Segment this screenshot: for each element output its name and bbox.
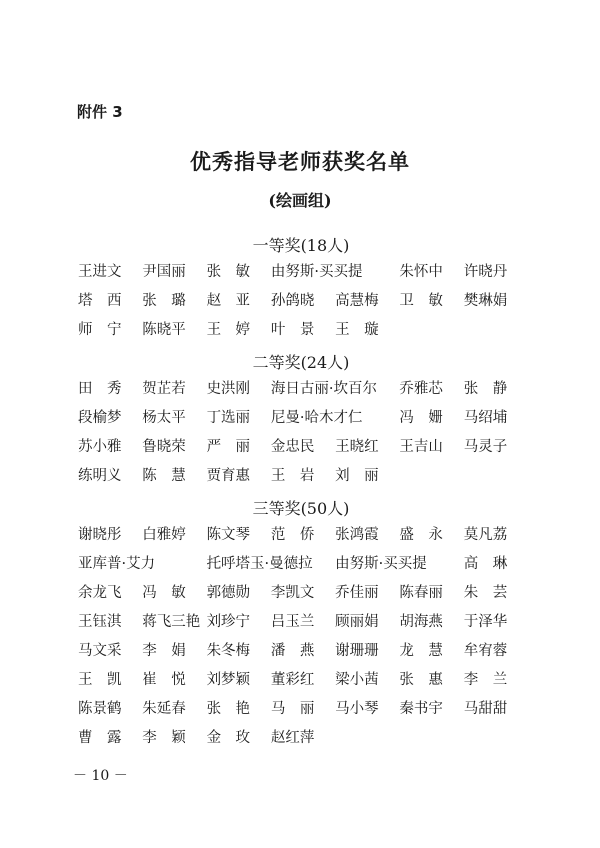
name-item: 谢晓彤 [78,527,122,543]
name-item: 练明义 [78,468,122,484]
name-item: 范 侨 [270,527,315,543]
name-item: 吕玉兰 [270,614,315,630]
name-item: 鲁晓荣 [142,439,186,455]
name-item: 马绍埔 [463,410,508,426]
name-item: 张 敏 [206,264,251,280]
name-item: 王 凯 [78,672,122,688]
name-item: 由努斯·买买提 [270,264,363,280]
section-third-prize [78,497,524,753]
name-item: 樊琳娟 [463,293,508,309]
name-item: 尹国丽 [142,264,186,280]
name-item: 陈 慧 [142,468,186,484]
section-second-prize [78,351,524,491]
name-item: 王 岩 [270,468,315,484]
name-item: 蒋飞三艳 [142,614,201,630]
name-item: 王 璇 [335,322,379,338]
page-title: 优秀指导老师获奖名单 [190,149,410,174]
name-item: 王 婷 [206,322,251,338]
name-item: 陈晓平 [142,322,186,338]
name-item: 朱怀中 [399,264,443,280]
name-item: 严 丽 [206,439,251,455]
name-item: 张鸿霞 [335,527,379,543]
name-item: 张 静 [463,381,508,397]
name-item: 冯 姗 [399,410,443,426]
name-item: 苏小雅 [78,439,122,455]
attachment-label: 附件 3 [77,103,123,121]
section-title: 二等奖(24人) [252,353,350,372]
name-item: 丁选丽 [206,410,251,426]
name-item: 马灵子 [463,439,508,455]
name-item: 贾育惠 [206,468,251,484]
name-item: 海日古丽·坎百尔 [270,381,377,397]
name-item: 史洪刚 [206,381,251,397]
name-item: 金 玫 [206,730,251,746]
name-item: 冯 敏 [142,585,186,601]
name-grid [78,375,524,491]
name-item: 朱 芸 [463,585,508,601]
name-item: 马 丽 [270,701,315,717]
name-item: 乔佳丽 [335,585,379,601]
name-item: 尼曼·哈木才仁 [270,410,363,426]
name-item: 陈春丽 [399,585,443,601]
name-item: 马文采 [78,643,122,659]
name-item: 莫凡荔 [463,527,508,543]
name-item: 卫 敏 [399,293,443,309]
name-item: 赵 亚 [206,293,251,309]
name-item: 盛 永 [399,527,443,543]
name-item: 亚库普·艾力 [78,556,156,572]
name-item: 刘珍宁 [206,614,251,630]
name-item: 白雅婷 [142,527,186,543]
section-first-prize [78,234,524,345]
name-item: 郭德勋 [206,585,251,601]
name-item: 张 璐 [142,293,186,309]
name-item: 马甜甜 [463,701,508,717]
name-item: 牟宥蓉 [463,643,508,659]
name-item: 朱延春 [142,701,186,717]
name-item: 李 颖 [142,730,186,746]
name-item: 许晓丹 [463,264,508,280]
name-item: 朱冬梅 [206,643,251,659]
name-item: 托呼塔玉·曼德拉 [206,556,313,572]
name-item: 金忠民 [270,439,315,455]
name-item: 王进文 [78,264,122,280]
name-item: 于泽华 [463,614,508,630]
name-item: 马小琴 [335,701,379,717]
name-item: 刘梦颖 [206,672,251,688]
name-item: 塔 西 [78,293,122,309]
name-item: 顾丽娟 [335,614,379,630]
name-item: 刘 丽 [335,468,379,484]
name-grid [78,521,524,753]
name-item: 余龙飞 [78,585,122,601]
name-grid [78,258,524,345]
name-item: 师 宁 [78,322,122,338]
name-item: 贺芷若 [142,381,186,397]
name-item: 王钰淇 [78,614,122,630]
name-item: 高 琳 [463,556,508,572]
name-item: 李 娟 [142,643,186,659]
name-item: 梁小茜 [335,672,379,688]
page-subtitle: (绘画组) [268,191,332,210]
section-title: 一等奖(18人) [252,236,350,255]
name-item: 杨太平 [142,410,186,426]
name-item: 高慧梅 [335,293,379,309]
name-item: 赵红萍 [270,730,315,746]
name-item: 张 惠 [399,672,443,688]
name-item: 由努斯·买买提 [335,556,427,572]
name-item: 王晓红 [335,439,379,455]
name-item: 李 兰 [463,672,508,688]
name-item: 潘 燕 [270,643,315,659]
page-number: － 10 － [73,768,128,784]
name-item: 叶 景 [270,322,315,338]
name-item: 张 艳 [206,701,251,717]
name-item: 龙 慧 [399,643,443,659]
name-item: 段榆梦 [78,410,122,426]
name-item: 王吉山 [399,439,443,455]
name-item: 乔雅芯 [399,381,443,397]
name-item: 董彩红 [270,672,315,688]
name-item: 孙鸽晓 [270,293,315,309]
name-item: 李凯文 [270,585,315,601]
name-item: 陈景鹤 [78,701,122,717]
name-item: 秦书宇 [399,701,443,717]
name-item: 胡海燕 [399,614,443,630]
section-title: 三等奖(50人) [252,499,350,518]
name-item: 田 秀 [78,381,122,397]
name-item: 曹 露 [78,730,122,746]
name-item: 谢珊珊 [335,643,379,659]
name-item: 崔 悦 [142,672,186,688]
name-item: 陈文琴 [206,527,251,543]
